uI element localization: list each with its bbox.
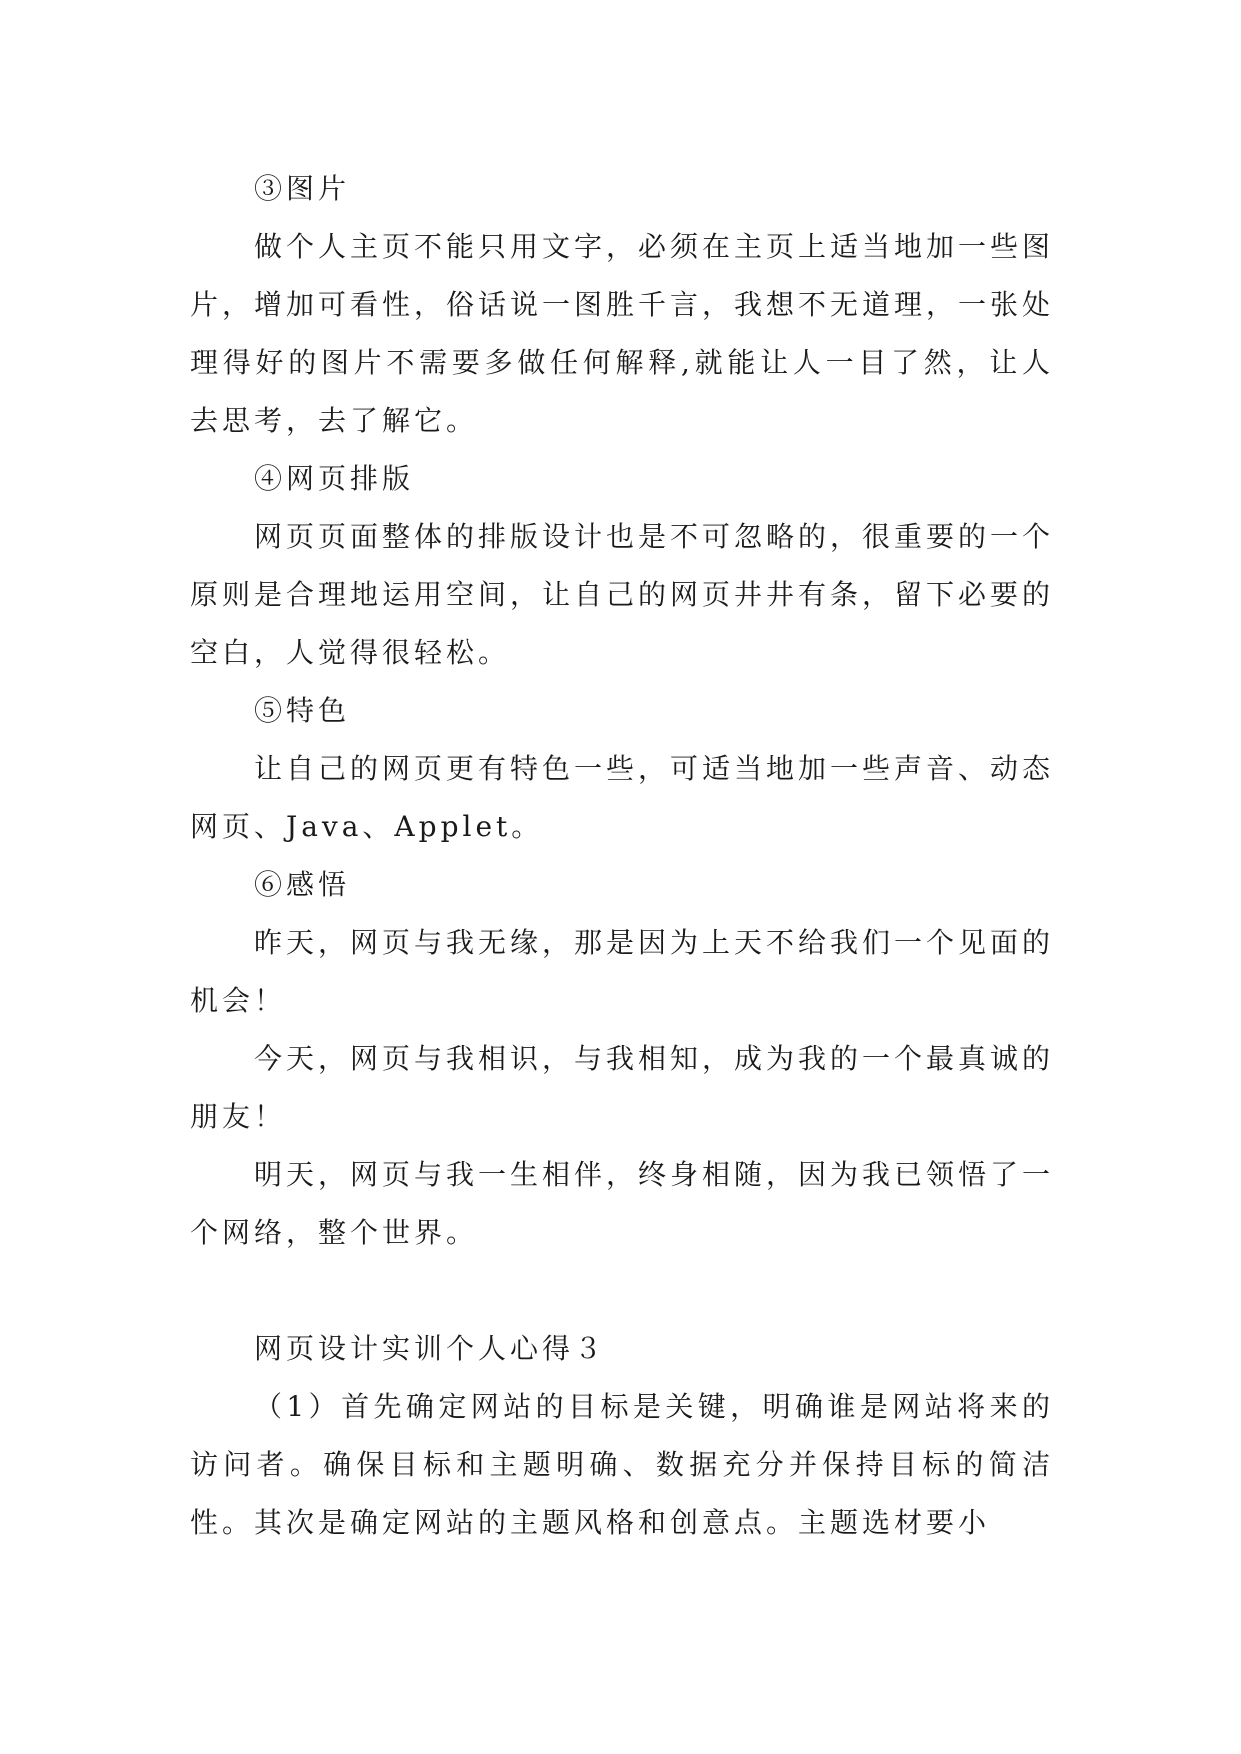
paragraph-tomorrow: 明天，网页与我一生相伴，终身相随，因为我已领悟了一个网络，整个世界。 — [190, 1158, 1055, 1249]
paragraph-images: 做个人主页不能只用文字，必须在主页上适当地加一些图片，增加可看性，俗话说一图胜千言，我想不无道理，一张处理得好的图片不需要多做任何解释,就能让人一目了然，让人去思考，去了解它。 — [190, 230, 1055, 437]
document-body — [190, 160, 1054, 1552]
paragraph-features: 让自己的网页更有特色一些，可适当地加一些声音、动态网页、Java、Applet。 — [190, 752, 1055, 843]
paragraph-layout: 网页页面整体的排版设计也是不可忽略的，很重要的一个原则是合理地运用空间，让自己的网页井井有条，留下必要的空白，人觉得很轻松。 — [190, 520, 1055, 669]
subheading-images: ③图片 — [254, 172, 351, 205]
paragraph-yesterday: 昨天，网页与我无缘，那是因为上天不给我们一个见面的机会！ — [190, 926, 1055, 1017]
subheading-features: ⑤特色 — [254, 694, 351, 727]
paragraph-today: 今天，网页与我相识，与我相知，成为我的一个最真诚的朋友！ — [190, 1042, 1055, 1133]
subheading-layout: ④网页排版 — [254, 462, 415, 495]
subheading-reflection: ⑥感悟 — [254, 868, 351, 901]
section-title: 网页设计实训个人心得３ — [254, 1332, 607, 1365]
paragraph-section-intro: （1）首先确定网站的目标是关键，明确谁是网站将来的访问者。确保目标和主题明确、数据充分并保持目标的简洁性。其次是确定网站的主题风格和创意点。主题选材要小 — [190, 1390, 1054, 1539]
